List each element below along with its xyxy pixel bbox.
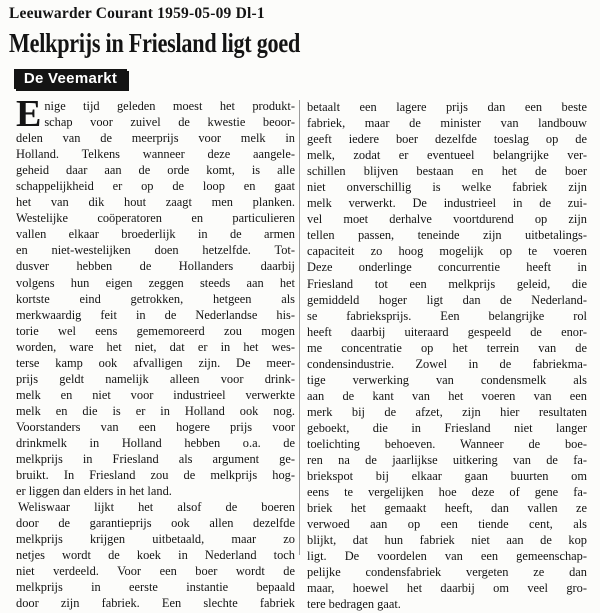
text-line: delen van de meerprijs voor melk in bbox=[16, 131, 295, 146]
text-line: dusver hebben de Hollanders daarbij bbox=[16, 259, 295, 274]
text-line: toelichting behoeven. Wanneer de boe- bbox=[307, 436, 587, 451]
text-line: se fabrieksprijs. Een belangrijke rol bbox=[307, 308, 587, 323]
text-line: ligt. De voordelen van een gemeenschap- bbox=[307, 549, 587, 564]
text-line: door zijn fabriek. Een slechte fabriek bbox=[16, 596, 295, 611]
text-line: fabriek, maar de minister van landbouw bbox=[307, 116, 587, 131]
text-line: eens te vergelijken hoe deze of gene fa- bbox=[307, 485, 587, 500]
text-line: en niet-westelijken doen hetzelfde. Tot- bbox=[16, 243, 295, 258]
text-line: Deze onderlinge concurrentie heeft in bbox=[307, 260, 587, 275]
text-line: tere bedragen gaat. bbox=[307, 597, 401, 612]
text-line: kortste eind getrokken, hetgeen als bbox=[16, 291, 295, 306]
text-line: melkprijs krijgen uitbetaald, maar zo bbox=[16, 532, 295, 547]
text-line: me concentratie op het terrein van de bbox=[307, 340, 587, 355]
text-line: ren na de jaarlijkse uitkering van de fa- bbox=[307, 453, 587, 468]
text-line: blijkt, dat hun fabriek niet aan de kop bbox=[307, 533, 587, 548]
article-column-left bbox=[16, 93, 295, 612]
text-line: schap voor zuivel de kwestie beoor- bbox=[44, 115, 295, 130]
text-line: melk, zodat er eventueel belangrijke ver- bbox=[307, 148, 587, 163]
text-line: merkwaardig feit in de Nederlandse his- bbox=[16, 307, 295, 322]
text-line: betaalt een lagere prijs dan een beste bbox=[307, 100, 587, 114]
text-line: drinkmelk in Holland hebben o.a. de bbox=[16, 435, 295, 450]
text-line: condensindustrie. Zowel in de fabriekma- bbox=[307, 356, 587, 371]
text-line: aan de kant van het voeren van een bbox=[307, 388, 587, 403]
text-line: pelijke condensfabriek vergeten ze dan bbox=[307, 565, 587, 580]
article-column-right bbox=[307, 99, 587, 613]
text-line: melk en die is er in Holland ook nog. bbox=[16, 403, 295, 418]
text-line: tige verwerking van condensmelk als bbox=[307, 372, 587, 387]
text-line: Weliswaar lijkt het alsof de boeren bbox=[18, 500, 295, 515]
text-line: merk bij de afzet, zijn hier resultaten bbox=[307, 404, 587, 419]
text-line: het van dik hout zaagt men planken. bbox=[16, 195, 295, 210]
text-line: niet verdeeld. Voor een boer wordt de bbox=[16, 564, 295, 579]
text-line: geheid daar aan de orde komt, is alle bbox=[16, 163, 295, 178]
text-line: terse kamp ook afvalligen zijn. De meer- bbox=[16, 355, 295, 370]
text-line: volgens hun eigen zeggen steeds aan het bbox=[16, 275, 295, 290]
text-line: melk verwerkt. De industrieel in de zui- bbox=[307, 196, 587, 211]
text-line: er liggen dan elders in het land. bbox=[16, 484, 172, 499]
source-line: Leeuwarder Courant 1959-05-09 Dl-1 bbox=[9, 5, 265, 22]
text-line: torie wel eens gememoreerd zou mogen bbox=[16, 323, 295, 338]
text-line: gemiddeld hoger ligt dan de Nederland- bbox=[307, 292, 587, 307]
text-line: vel moet derhalve voortdurend op zijn bbox=[307, 212, 587, 227]
text-line: heeft daarbij uiteraard gespeeld de enor- bbox=[307, 324, 587, 339]
text-line: geboekt, die in Friesland niet langer bbox=[307, 420, 587, 435]
text-line: door de garantieprijs ook allen dezelfde bbox=[16, 516, 295, 531]
text-line: Holland. Telkens wanneer deze aangele- bbox=[16, 147, 295, 162]
text-line: schillen blijven bestaan en het de boer bbox=[307, 164, 587, 179]
text-line: bruikt. In Friesland zou de melkprijs hog- bbox=[16, 468, 295, 483]
text-line: netjes wordt de koek in Nederland toch bbox=[16, 548, 295, 563]
text-line: nige tijd geleden moest het produkt- bbox=[44, 99, 295, 113]
column-divider bbox=[299, 100, 300, 555]
text-line: Westelijke coöperatoren en particulieren bbox=[16, 211, 295, 226]
headline: Melkprijs in Friesland ligt goed bbox=[9, 28, 301, 58]
drop-cap: E bbox=[16, 93, 42, 135]
text-line: geeft iedere boer dezelfde toeslag op de bbox=[307, 132, 587, 147]
rubric-label: De Veemarkt bbox=[14, 69, 127, 89]
text-line: Voorstanders van een hogere prijs voor bbox=[16, 419, 295, 434]
text-line: niet onverschillig is welke fabriek zijn bbox=[307, 180, 587, 195]
text-line: melkprijs in eerste instantie bepaald bbox=[16, 580, 295, 595]
text-line: worden, ware het niet, dat er in het wes- bbox=[16, 339, 295, 354]
text-line: schappelijkheid er op de loop en gaat bbox=[16, 179, 295, 194]
text-line: tellen passen, teneinde zijn uitbetalings- bbox=[307, 228, 587, 243]
text-line: vallen elkaar broederlijk in de armen bbox=[16, 227, 295, 242]
text-line: verwoed aan op een tiende cent, als bbox=[307, 517, 587, 532]
text-line: maar, hoewel het daarbij om veel gro- bbox=[307, 581, 587, 596]
text-line: Friesland tot een melkprijs geleid, die bbox=[307, 276, 587, 291]
text-line: melk en niet voor industrieel verwerkte bbox=[16, 387, 295, 402]
text-line: capaciteit zo hoog mogelijk op te voeren bbox=[307, 244, 587, 259]
text-line: melkprijs in Friesland als argument ge- bbox=[16, 452, 295, 467]
text-line: prijs geldt namelijk alleen voor drink- bbox=[16, 371, 295, 386]
text-line: briekspot bij elkaar gaan buurten om bbox=[307, 469, 587, 484]
text-line: briek het gemaakt heeft, dan vallen ze bbox=[307, 501, 587, 516]
